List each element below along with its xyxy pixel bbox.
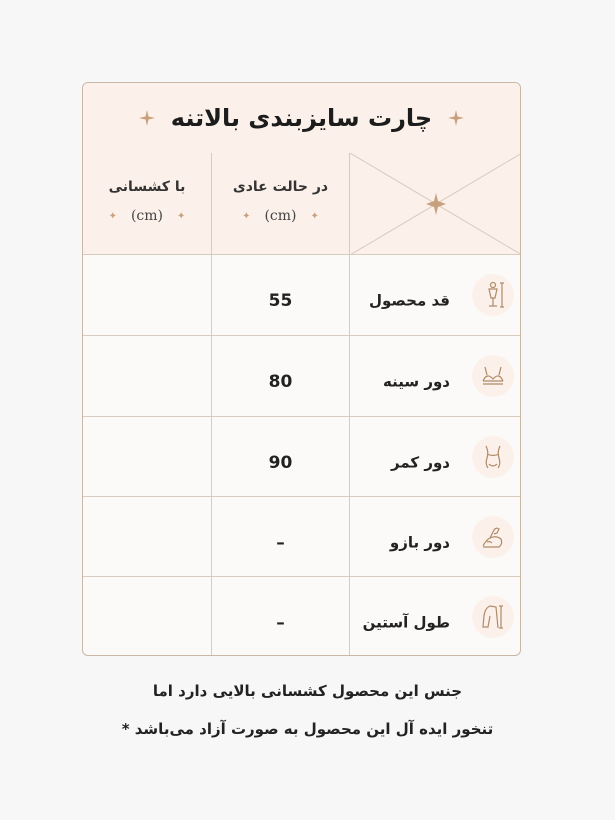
header-normal-label: در حالت عادی: [232, 179, 329, 195]
row-label: طول آستین: [362, 613, 450, 632]
sleeve-icon: [472, 596, 514, 638]
normal-value: 90: [268, 452, 293, 473]
label-cell: [350, 336, 521, 416]
stretch-cell: [83, 255, 212, 335]
normal-value: 80: [268, 372, 293, 392]
normal-cell: [212, 417, 350, 496]
stretch-cell: [83, 417, 212, 496]
header-stretch-label: با کشسانی: [108, 179, 186, 195]
height-mannequin-icon: [472, 274, 514, 316]
row-label: دور بازو: [389, 532, 450, 551]
stretch-cell: [83, 577, 212, 656]
sparkle-icon: [448, 110, 464, 126]
table-row: [83, 577, 520, 656]
sparkle-icon: ✦: [108, 210, 117, 222]
arm-icon: [472, 516, 514, 558]
normal-value: 55: [268, 291, 293, 311]
row-label: قد محصول: [368, 291, 450, 310]
sparkle-icon: ✦: [310, 210, 319, 222]
table-row: [83, 255, 520, 336]
chart-title: چارت سایزبندی بالاتنه: [170, 104, 433, 132]
stretch-cell: [83, 336, 212, 416]
label-cell: [350, 417, 521, 496]
normal-cell: [212, 577, 350, 656]
diagonal-lines: [350, 153, 521, 255]
header-normal-unit: (cm): [264, 208, 297, 224]
row-label: دور سینه: [383, 372, 450, 391]
row-label: دور کمر: [391, 452, 450, 471]
normal-cell: [212, 255, 350, 335]
size-chart-card: [82, 82, 521, 656]
header-normal: [212, 153, 350, 254]
label-cell: [350, 577, 521, 656]
title-bar: [83, 83, 520, 154]
normal-cell: [212, 336, 350, 416]
sparkle-icon: [139, 110, 155, 126]
sparkle-icon: ✦: [242, 210, 251, 222]
header-stretch: [83, 153, 212, 254]
normal-cell: [212, 497, 350, 576]
sparkle-icon: ✦: [177, 210, 186, 222]
label-cell: [350, 255, 521, 335]
table-row: [83, 497, 520, 577]
note-line-1: جنس این محصول کشسانی بالایی دارد اما: [152, 682, 463, 700]
bust-icon: [472, 355, 514, 397]
normal-value: –: [276, 532, 285, 553]
label-cell: [350, 497, 521, 576]
normal-value: –: [276, 613, 285, 633]
header-stretch-unit: (cm): [130, 208, 164, 224]
stretch-cell: [83, 497, 212, 576]
header-row: [83, 153, 520, 255]
header-corner: [350, 153, 521, 254]
table-row: [83, 417, 520, 497]
table-row: [83, 336, 520, 417]
waist-icon: [472, 436, 514, 478]
note-line-2: تنخور ایده آل این محصول به صورت آزاد می‌باشد *: [121, 720, 494, 738]
